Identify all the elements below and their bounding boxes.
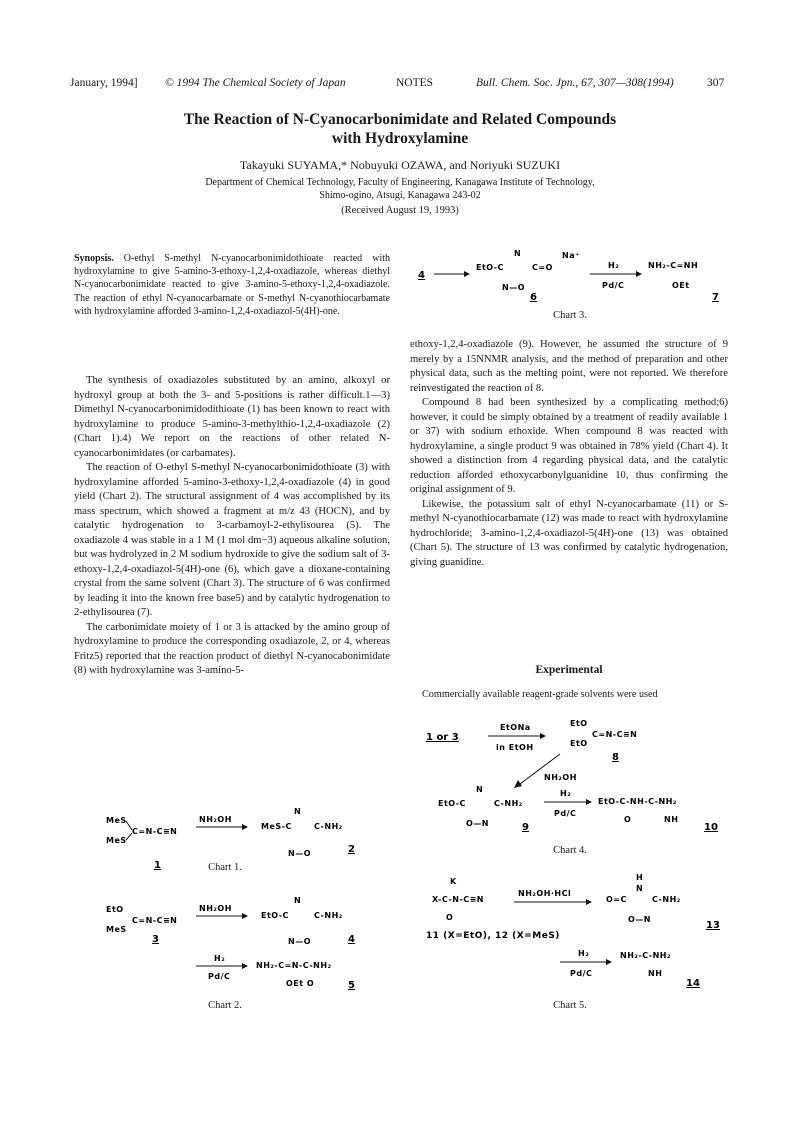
chem-label: Na⁺ xyxy=(562,251,580,260)
compound-number: 3 xyxy=(152,934,159,945)
authors: Takayuki SUYAMA,* Nobuyuki OZAWA, and Noriyuki SUZUKI xyxy=(239,158,561,172)
reagent-label: NH₂OH·HCl xyxy=(518,889,572,898)
reagent-label: NH₂OH xyxy=(544,773,577,782)
chem-label: N—O xyxy=(288,937,311,946)
reagent-label: H₂ xyxy=(560,789,572,798)
chem-label: EtO xyxy=(570,719,588,728)
chem-label: X-C-N-C≡N xyxy=(432,895,484,904)
compound-number: 7 xyxy=(712,292,719,303)
chem-label: EtO xyxy=(106,905,124,914)
header-date: January, 1994] xyxy=(70,77,138,89)
compound-number: 1 or 3 xyxy=(426,732,459,743)
reagent-label: NH₂OH xyxy=(199,904,232,913)
arrowhead xyxy=(242,824,248,830)
chart-4-caption: Chart 4. xyxy=(553,845,587,856)
reagent-label: Pd/C xyxy=(602,281,625,290)
chart-5-scheme xyxy=(410,870,730,995)
chem-label: O—N xyxy=(466,819,489,828)
chem-label: MeS xyxy=(106,816,127,825)
reagent-label: in EtOH xyxy=(496,743,534,752)
reagent-label: Pd/C xyxy=(570,969,593,978)
chem-label: EtO-C-NH-C-NH₂ xyxy=(598,797,677,806)
right-column xyxy=(410,338,728,570)
synopsis-label: Synopsis. xyxy=(74,253,114,264)
arrowhead xyxy=(606,959,612,965)
chem-label: N xyxy=(636,884,644,893)
paragraph: The reaction of O-ethyl S-methyl N-cyanocarbonimidothioate (3) with hydroxylamine afforded 5-amino-3-ethoxy-1,2,4-oxadiazole (4) in good yield (Chart 2). The structural assignment of 4 was accomplished by its mass spectrum, which showed a fragment at m/z 43 (HOCN), and by catalytic hydrogenation to 3-carbamoyl-2-ethylisourea (5). The oxadiazole 4 was stable in a 1 M (1 mol dm−3) aqueous alkaline solution, but was hydrolyzed in 2 M sodium hydroxide to give the sodium salt of 3-ethoxy-1,2,4-oxadiazol-5(4H)-one (6), which gave a dioxane-containing crystal from the same solvent (Chart 3). The structure of 6 was confirmed by leading it into the known free base5) and by catalytic hydrogenation to 2-ethylisourea (7). xyxy=(74,462,390,618)
arrowhead xyxy=(242,913,248,919)
arrowhead xyxy=(586,799,592,805)
chem-label: C=N-C≡N xyxy=(132,916,178,925)
chart-5-caption: Chart 5. xyxy=(553,1000,587,1011)
chem-label: O xyxy=(446,913,454,922)
chem-label: C-NH₂ xyxy=(652,895,681,904)
chem-label: N—O xyxy=(288,849,311,858)
header-page: 307 xyxy=(707,77,725,89)
arrowhead xyxy=(464,271,470,277)
chem-label: NH xyxy=(648,969,663,978)
chem-label: C-NH₂ xyxy=(494,799,523,808)
chem-label: N xyxy=(476,785,484,794)
chart-2-scheme xyxy=(96,890,376,1000)
header-copyright: © 1994 The Chemical Society of Japan xyxy=(165,77,346,89)
chart-3-scheme xyxy=(410,240,730,310)
compound-number: 8 xyxy=(612,752,619,763)
chem-label: O=C xyxy=(606,895,627,904)
chem-label: NH xyxy=(664,815,679,824)
compound-number: 1 xyxy=(154,860,161,871)
synopsis xyxy=(74,252,390,318)
chart-3-caption: Chart 3. xyxy=(553,310,587,321)
chem-label: EtO-C xyxy=(261,911,289,920)
experimental-text: Commercially available reagent-grade solvents were used xyxy=(422,689,658,700)
reagent-label: H₂ xyxy=(214,954,226,963)
chem-label: MeS xyxy=(106,836,127,845)
compound-number: 9 xyxy=(522,822,529,833)
compound-number: 6 xyxy=(530,292,537,303)
chem-label: EtO xyxy=(570,739,588,748)
chart-2-caption: Chart 2. xyxy=(208,1000,242,1011)
chem-label: O xyxy=(624,815,632,824)
compound-labels: 11 (X=EtO), 12 (X=MeS) xyxy=(426,931,560,941)
reagent-label: NH₂OH xyxy=(199,815,232,824)
compound-number: 4 xyxy=(348,934,355,945)
chem-label: N xyxy=(514,249,522,258)
chem-label: O—N xyxy=(628,915,651,924)
paragraph: ethoxy-1,2,4-oxadiazole (9). However, he assumed the structure of 9 merely by a 15NNMR analysis, and the method of preparation and other physical data, such as the melting point, were not reported. We therefore reinvestigated the reaction of 8. xyxy=(410,339,728,394)
chart-4-scheme xyxy=(410,710,730,840)
chem-label: C-NH₂ xyxy=(314,822,343,831)
received-date: (Received August 19, 1993) xyxy=(341,205,459,216)
compound-number: 14 xyxy=(686,978,700,989)
article-title: The Reaction of N-Cyanocarbonimidate and Related Compounds with Hydroxylamine xyxy=(183,111,617,147)
header-journal: Bull. Chem. Soc. Jpn., 67, 307—308(1994) xyxy=(476,77,674,89)
reagent-label: H₂ xyxy=(578,949,590,958)
arrowhead xyxy=(242,963,248,969)
chem-label: NH₂-C-NH₂ xyxy=(620,951,671,960)
affiliation: Department of Chemical Technology, Faculty of Engineering, Kanagawa Institute of Technology, Shimo-ogino, Atsugi, Kanagawa 243-02 xyxy=(205,177,595,201)
chem-label: C=O xyxy=(532,263,553,272)
header-section: NOTES xyxy=(396,77,434,89)
chem-label: N xyxy=(294,896,302,905)
chem-label: MeS-C xyxy=(261,822,292,831)
chem-label: NH₂-C=NH xyxy=(648,261,699,270)
chem-label: C=N-C≡N xyxy=(132,827,178,836)
compound-number: 10 xyxy=(704,822,718,833)
reagent-label: EtONa xyxy=(500,723,531,732)
chem-label: OEt O xyxy=(286,979,315,988)
chem-label: C-NH₂ xyxy=(314,911,343,920)
experimental-heading: Experimental xyxy=(535,664,603,676)
reagent-label: Pd/C xyxy=(554,809,577,818)
reagent-label: H₂ xyxy=(608,261,620,270)
chem-label: N xyxy=(294,807,302,816)
chem-label: K xyxy=(450,877,457,886)
paragraph: The synthesis of oxadiazoles substituted by an amino, alkoxyl or hydroxyl group at both the 3- and 5-positions is rather difficult.1—3) Dimethyl N-cyanocarbonimidodithioate (1) has been known to react with hydroxylamine to produce 5-amino-3-methylthio-1,2,4-oxadiazole (2) (Chart 1).4) We report on the reactions of other related N-cyanocarbonimidates (or carbamates). xyxy=(74,375,390,459)
compound-number: 4 xyxy=(418,270,425,281)
chem-label: OEt xyxy=(672,281,690,290)
compound-number: 5 xyxy=(348,980,355,991)
arrowhead xyxy=(636,271,642,277)
arrowhead xyxy=(540,733,546,739)
paragraph: Compound 8 had been synthesized by a complicating method;6) however, it could be simply obtained by a treatment of readily available 1 or 37) with sodium ethoxide. When compound 8 was reacted with hydroxylamine, a single product 9 was obtained in 78% yield (Chart 4). It showed a distinction from 4 regarding physical data, and the catalytic reduction afforded ethoxycarbonylguanidine 10, thus confirming the original assignment of 9. xyxy=(410,397,728,495)
chem-label: EtO-C xyxy=(476,263,504,272)
chem-label: H xyxy=(636,873,644,882)
chem-label: NH₂-C=N-C-NH₂ xyxy=(256,961,332,970)
compound-number: 13 xyxy=(706,920,720,931)
compound-number: 2 xyxy=(348,844,355,855)
chem-label: EtO-C xyxy=(438,799,466,808)
chem-label: N—O xyxy=(502,283,525,292)
left-column xyxy=(74,374,390,679)
chem-label: MeS xyxy=(106,925,127,934)
paragraph: Likewise, the potassium salt of ethyl N-cyanocarbamate (11) or S-methyl N-cyanothiocarbamate (12) was made to react with hydroxylamine hydrochloride; 3-amino-1,2,4-oxadiazol-5(4H)-one (13) was obtained (Chart 5). The structure of 13 was confirmed by catalytic hydrogenation, giving guanidine. xyxy=(410,498,728,568)
reagent-label: Pd/C xyxy=(208,972,231,981)
chart-1-caption: Chart 1. xyxy=(208,862,242,873)
paragraph: The carbonimidate moiety of 1 or 3 is attacked by the amino group of hydroxylamine to produce the corresponding oxadiazole, 2, or 4, whereas Fritz5) reported that the reaction product of diethyl N-cyanocabonimidate (8) with hydroxylamine was 3-amino-5- xyxy=(74,621,390,676)
synopsis-text: O-ethyl S-methyl N-cyanocarbonimidothioate reacted with hydroxylamine to give 5-amino-3-ethoxy-1,2,4-oxadiazole, whereas diethyl N-cyanocarbonimidate reacted to give 3-amino-5-ethoxy-1,2,4-oxadiazole. The reaction of ethyl N-cyanocarbamate or S-methyl N-cyanothiocarbamate with hydroxylamine afforded 3-amino-1,2,4-oxadiazol-5(4H)-one. xyxy=(74,253,390,317)
arrowhead xyxy=(586,899,592,905)
chem-label: C=N-C≡N xyxy=(592,730,638,739)
